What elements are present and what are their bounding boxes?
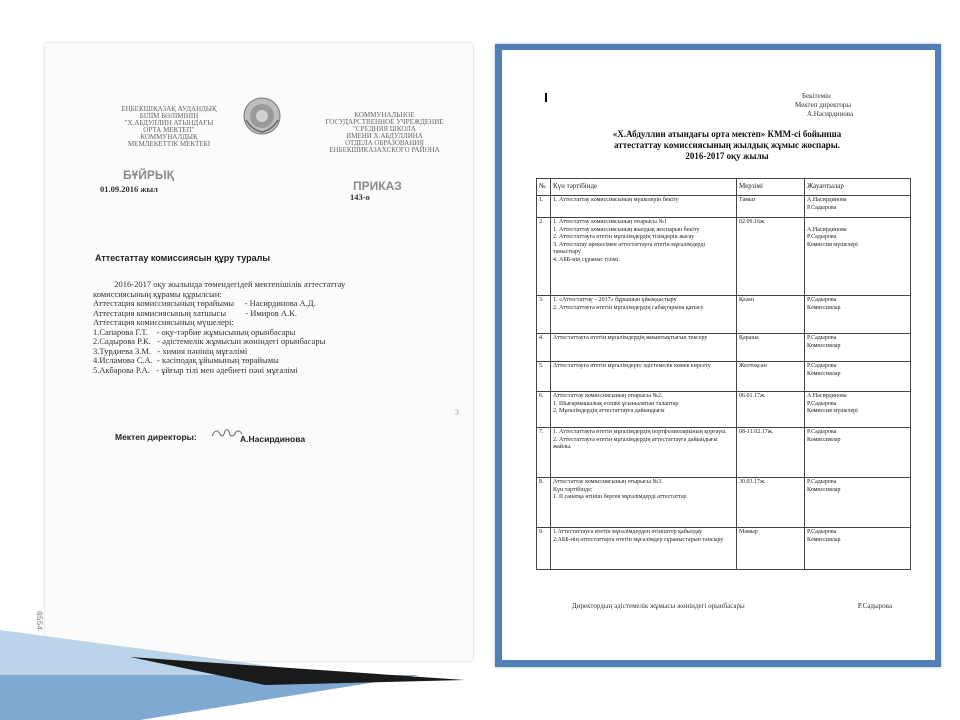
approve-line-3: А.Насирдинова [807,110,854,118]
agenda-line: 1. Аттестаттау комиссиясының мүшелерін бекіту [553,197,679,203]
plan-title-line: аттестаттау комиссиясының жылдық жұмыс жоспары. [614,140,840,150]
responsible-line: А.Насирдинова [807,197,847,203]
agenda-line: 2.АББ-нің аттестаттауға өтетін мұғалімдер сұраныстарын тапсыру [553,536,724,543]
header-left-line: КОММУНАЛДЫҚ [140,133,198,141]
agenda-line: 1. Шығармашылық есепке ұсынылатын талаптар [553,400,679,407]
row-agenda [551,334,737,362]
responsible-line: Р.Садырова [807,429,837,435]
row-number: 8. [537,478,551,528]
director-label: Мектеп директоры: [115,432,197,442]
header-right-russian [297,112,472,154]
plan-title-line: «Х.Абдуллин атындағы орта мектеп» КММ-сі бойынша [612,129,842,139]
footer-position: Директордың әдістемелік жұмысы жөніндегі орынбасары [572,602,745,610]
row-agenda [551,528,737,570]
plan-table [536,178,911,570]
header-left-line: "Х.АБДУЛЛИН АТЫНДАҒЫ [124,119,214,127]
agenda-line: 2. Аттестаттауға өтетін мұғалімдердің аттестаттауға дайындығы жайлы. [553,436,718,450]
row-number: 1. [537,196,551,218]
row-term: 06.01.17ж. [737,392,805,428]
row-number: 2. [537,218,551,296]
header-left-line: ЕҢБЕКШІҚАЗАҚ АУДАНДЫҚ [121,105,217,113]
order-body-line: Аттестация комисиясының хатшысы - Имиров А.К. [93,307,297,318]
col-agenda: Күн тәртібінде [551,179,737,196]
row-agenda [551,362,737,392]
row-responsible [805,296,911,334]
order-number: 143-о [350,192,370,202]
director-name: А.Насирдинова [240,434,306,444]
footer-name: Р.Садырова [857,602,892,610]
row-number: 3. [537,296,551,334]
row-term: Қазан [737,296,805,334]
decorative-wedges [0,575,960,720]
header-left-line: МЕМЛЕКЕТТІК МЕКТЕБІ [127,140,211,148]
row-agenda [551,428,737,478]
agenda-line: Аттестаттауға өтетін мұғалімдерге әдістемелік көмек көрсету [553,363,711,369]
row-agenda [551,392,737,428]
header-right-line: КОММУНАЛЬНОЕ [354,111,415,119]
row-responsible [805,478,911,528]
header-left-line: ОРТА МЕКТЕП" [143,126,195,134]
row-agenda [551,296,737,334]
plan-title [562,129,892,162]
header-right-line: ГОСУДАРСТВЕННОЕ УЧРЕЖДЕНИЕ [325,118,444,126]
agenda-line: 1. Аттестаттау комиссиясының отырысы №1 [553,219,668,225]
order-body-line: 3.Турдиева З.М. - химия пәнінің мұғалімі [93,345,248,356]
responsible-line: Комиссия мүшелері [807,408,858,414]
order-body-line: 2.Садырова Р.К. - әдістемелік жұмысын жөніндегі орынбасары [93,336,326,346]
row-term: Мамыр [737,528,805,570]
margin-mark: 3 [455,408,459,417]
row-responsible [805,218,911,296]
responsible-line: Комиссиялар [807,436,841,443]
agenda-line: 1.Аттестаттауға өтетін мұғалімдерден өтініштер қабылдау [553,529,703,535]
row-number: 6. [537,392,551,428]
responsible-line: Комиссиялар [807,304,841,311]
responsible-line: А.Насирдинова [807,226,847,233]
col-term: Мерзімі [737,179,805,196]
header-right-line: ИМЕНИ Х.АБДУЛЛИНА [346,132,423,140]
table-row [537,296,911,334]
order-date: 01.09.2016 жыл [100,184,158,194]
agenda-line: Аттестаттау комиссиясының отырысы №3. [553,479,663,485]
col-no: № [537,179,551,196]
order-title: Аттестаттау комиссиясын құру туралы [95,253,271,263]
table-row [537,392,911,428]
row-agenda [551,478,737,528]
responsible-line: Р.Садырова [807,363,837,369]
agenda-line: 1. «Аттестаттау – 2017» бұрышын ұйымдастыру [553,297,677,303]
order-body-line: 2016-2017 оқу жылында төмендегідей мектепішілік аттестаттау [93,279,346,289]
work-plan-document [502,50,935,660]
responsible-line: Р.Садырова [807,297,837,303]
row-number: 9. [537,528,551,570]
table-row [537,218,911,296]
responsible-line [807,219,908,227]
agenda-line: 3. Аттестатау өрекесімен аттестаттауға өтетін мұғалімдерді таныстыру [553,241,706,255]
signature-icon [211,426,243,440]
agenda-line: Аттестаттау комиссиясының отырысы №2. [553,393,663,399]
row-number: 4. [537,334,551,362]
table-row [537,334,911,362]
state-emblem-icon [242,96,282,136]
header-left-kazakh [83,106,255,148]
table-row [537,196,911,218]
row-responsible [805,362,911,392]
table-row [537,362,911,392]
row-responsible [805,392,911,428]
responsible-line: Комиссия мүшелері [807,241,858,248]
responsible-line: Комиссиялар [807,370,841,377]
row-responsible [805,334,911,362]
row-term: 08-11.02.17ж. [737,428,805,478]
header-right-line: ЕНБЕКШИКАЗАХСКОГО РАЙОНА [329,146,440,154]
row-term: Желтоқсан [737,362,805,392]
order-body-line: Аттестация комиссиясының төрайымы - Насирдинова А.Д. [93,298,316,308]
prikaz-heading: ПРИКАЗ [353,179,402,193]
responsible-line: Р.Садырова [807,335,837,341]
agenda-line: 2. Мұғалімдердің аттестаттауға дайындығы [553,408,665,414]
responsible-line: Комиссиялар [807,536,841,543]
agenda-line: 2. Аттестаттауға өтетін мұғалімдердің тізімдерін жасау [553,234,695,240]
plan-title-line: 2016-2017 оқу жылы [685,151,769,161]
approve-line-1: Бекітемін [802,92,831,100]
agenda-line: 1. II санатқа өтініш берген мұғалімдерді аттестаттау. [553,494,688,500]
col-responsible: Жауаптылар [805,179,911,196]
row-number: 5. [537,362,551,392]
table-row [537,428,911,478]
cursor-mark [545,93,547,102]
responsible-line: Комиссиялар [807,486,841,493]
header-left-line: БІЛІМ БӨЛІМІНІҢ [139,112,199,120]
agenda-line: 1. Аттестаттау комиссиясының жылдық жоспарын бекіту [553,226,700,233]
agenda-line: 1. Аттестаттауға өтетін мұғалімдердің портфолиоларының қорғауы. [553,429,727,435]
row-agenda [551,196,737,218]
order-body-line: 1.Сапарова Г.Т. - оқу-тәрбие жұмысының орынбасары [93,326,296,337]
table-row [537,478,911,528]
order-document [34,43,473,661]
approve-line-2: Мектеп директоры [795,101,852,109]
row-number: 7. [537,428,551,478]
responsible-line: Р.Садырова [807,479,837,485]
order-body [93,280,413,375]
responsible-line: Р.Садырова [807,234,837,240]
table-row [537,528,911,570]
row-agenda [551,218,737,296]
row-term: 02.09.16ж. [737,218,805,296]
row-term: Тамыз [737,196,805,218]
responsible-line: Р.Садырова [807,529,837,535]
agenda-line: Күн тәртібінде: [553,486,593,493]
row-term: Қараша [737,334,805,362]
plan-table-header [537,179,911,196]
order-body-line: 4.Исламова С.А. - кәсіподақ ұйымының төрайымы [93,355,279,365]
row-responsible [805,196,911,218]
header-right-line: "СРЕДНЯЯ ШКОЛА [353,125,416,133]
responsible-line: Р.Садырова [807,400,837,407]
margin-number: 0554 [34,611,43,631]
order-body-line: Аттестация комиссиясының мүшелері: [93,317,234,327]
row-responsible [805,428,911,478]
order-body-line: комиссиясының құрамы құрылсын: [93,288,222,299]
responsible-line: А.Насирдинова [807,393,847,399]
agenda-line: Аттестаттауға өтетін мұғалімдердің жиынтықтығын тексеру [553,335,708,341]
responsible-line: Р.Садырова [807,204,837,211]
responsible-line: Комиссиялар [807,342,841,349]
row-responsible [805,528,911,570]
row-term: 30.03.17ж. [737,478,805,528]
header-right-line: ОТДЕЛА ОБРАЗОВАНИЯ [345,139,424,147]
agenda-line: 4. АББ-нің сұраныс тізімі. [553,256,620,263]
order-body-line: 5.Акбарова Р.А. - ұйғыр тілі мен әдебиеті пәні мұғалімі [93,364,298,375]
agenda-line: 2. Аттестаттауға өтетін мұғалімдердің сабақтарына қатысу [553,304,704,311]
buyryk-heading: БҰЙРЫҚ [123,168,174,182]
